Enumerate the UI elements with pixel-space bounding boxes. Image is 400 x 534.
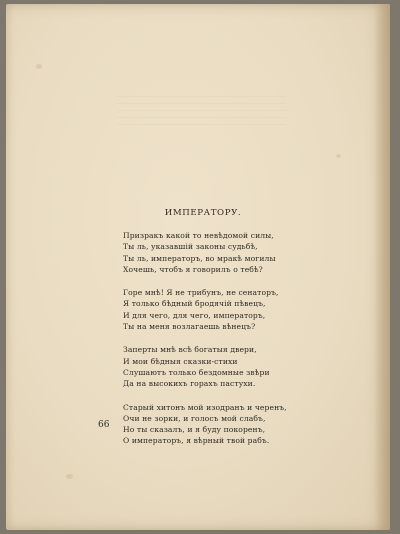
poem-body — [123, 230, 373, 459]
paper-stain — [36, 64, 42, 69]
poem-line: И мои бѣдныя сказки-стихи — [123, 356, 238, 366]
poem-line: Я только бѣдный бродячій пѣвецъ, — [123, 299, 266, 309]
poem-title: ИМПЕРАТОРУ. — [164, 208, 242, 218]
poem-line: Заперты мнѣ всѣ богатыя двери, — [123, 345, 257, 355]
poem-line: Старый хитонъ мой изодранъ и черенъ, — [123, 402, 287, 412]
page-number: 66 — [98, 420, 110, 430]
poem-line: Призракъ какой то невѣдомой силы, — [123, 231, 274, 240]
poem-line: Очи не зорки, и голосъ мой слабъ, — [123, 413, 266, 423]
stanza — [123, 402, 373, 447]
show-through-text — [116, 96, 286, 126]
stanza — [123, 344, 373, 389]
book-page — [6, 4, 390, 530]
poem-line: Ты ль, указавшій законы судьбѣ, — [123, 242, 258, 252]
page-edge-shadow — [374, 4, 390, 530]
paper-stain — [336, 154, 341, 158]
poem-line: Горе мнѣ! Я не трибунъ, не сенаторъ, — [123, 288, 279, 298]
poem-line: Ты на меня возлагаешь вѣнецъ? — [123, 322, 256, 332]
paper-stain — [66, 474, 73, 479]
stanza — [123, 230, 373, 275]
poem-line: Слушаютъ только бездомные звѣри — [123, 367, 270, 377]
stanza — [123, 287, 373, 332]
poem-line: Хочешь, чтобъ я говорилъ о тебѣ? — [123, 264, 263, 274]
poem-line: И для чего, для чего, императоръ, — [123, 310, 266, 320]
poem-line: Ты ль, императоръ, во мракѣ могилы — [123, 253, 276, 263]
poem-line: Но ты сказалъ, и я буду покоренъ, — [123, 425, 266, 435]
poem-line: Да на высокихъ горахъ пастухи. — [123, 379, 256, 389]
poem-line: О императоръ, я вѣрный твой рабъ. — [123, 436, 270, 446]
